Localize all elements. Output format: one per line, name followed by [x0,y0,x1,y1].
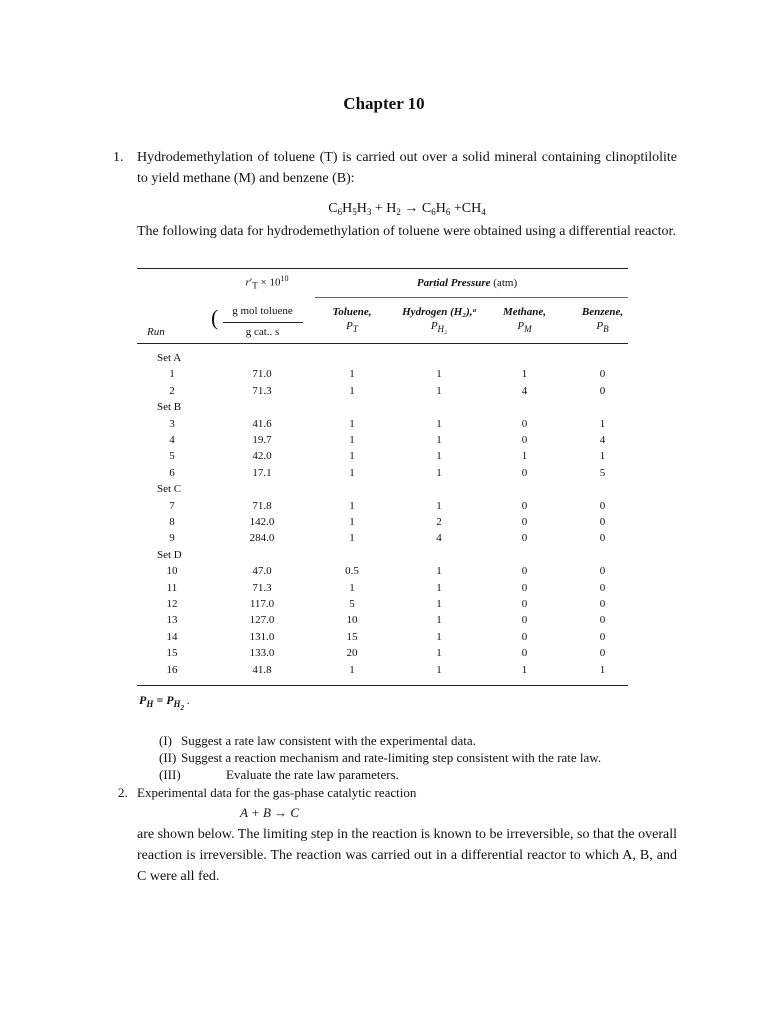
cell-rate: 47.0 [252,565,272,578]
cell-benzene: 1 [599,663,606,676]
cell-benzene: 0 [599,499,606,512]
cell-hydrogen: 1 [436,565,442,578]
cell-benzene: 1 [599,417,606,430]
cell-rate: 71.3 [252,581,272,594]
cell-run: 16 [166,663,178,676]
cell-rate: 131.0 [249,630,275,643]
col-toluene-header: Toluene, [332,306,372,318]
cell-run: 2 [169,384,175,397]
cell-benzene: 0 [599,581,606,594]
problem-1-text: Hydrodemethylation of toluene (T) is carried out over a solid mineral containing clinoptilolite to yield methane (M) and benzene (B): [137,150,677,186]
cell-methane: 0 [521,532,528,545]
cell-toluene: 1 [349,384,355,397]
cell-run: 8 [169,516,175,528]
rate-units-fraction-bar [223,322,303,323]
cell-run: 3 [169,417,175,430]
set-label: Set D [157,548,182,561]
cell-benzene: 0 [599,384,606,397]
rate-header: $r'_T \times 10^{10}$ [245,274,289,291]
cell-benzene: 0 [599,647,606,660]
col-hydrogen-header: Hydrogen (H₂),ᵃ [402,306,476,318]
table-footnote: $P_H = P_{H_2}$ . [139,693,191,712]
cell-benzene: 0 [599,532,606,545]
col-toluene-symbol: $P_T$ [346,320,358,334]
problem-2-text: are shown below. The limiting step in the reaction is known to be irreversible, so that the overall reaction is irreversible. The reaction was carried out in a differential reactor to which A, B, and C were all fed. [137,827,677,884]
cell-hydrogen: 1 [436,598,442,610]
cell-toluene: 10 [346,614,358,627]
task-2-number: (II) [159,750,177,765]
cell-hydrogen: 1 [436,630,442,643]
cell-run: 13 [166,614,178,627]
cell-benzene: 0 [599,368,606,381]
cell-methane: 1 [521,368,528,381]
cell-methane: 0 [521,614,528,627]
problem-2-reaction: A + B → C [240,805,300,820]
cell-toluene: 0.5 [345,565,359,578]
col-run-header: Run [147,326,165,338]
partial-pressure-rule [315,297,628,298]
cell-toluene: 20 [346,647,358,660]
rate-units-bottom: g cat.. s [245,326,280,338]
problem-1-intro: The following data for hydrodemethylation of toluene were obtained using a differential reactor. [137,224,676,239]
data-table [137,268,628,688]
cell-benzene: 0 [599,565,606,578]
cell-benzene: 0 [599,598,606,610]
problem-2-intro: Experimental data for the gas-phase catalytic reaction [137,785,417,800]
cell-run: 9 [169,532,175,545]
cell-toluene: 1 [349,466,355,479]
cell-benzene: 0 [599,630,606,643]
cell-toluene: 1 [349,434,355,446]
cell-rate: 41.8 [252,663,272,676]
header-bottom-rule [137,343,628,344]
cell-methane: 0 [521,417,528,430]
cell-hydrogen: 1 [436,499,442,512]
cell-hydrogen: 1 [436,581,442,594]
cell-hydrogen: 1 [436,647,442,660]
cell-methane: 0 [521,565,528,578]
cell-hydrogen: 1 [436,368,442,381]
set-label: Set B [157,401,182,414]
cell-rate: 71.8 [252,499,272,512]
cell-hydrogen: 4 [436,532,442,545]
cell-hydrogen: 2 [436,516,442,528]
cell-toluene: 1 [349,663,355,676]
cell-rate: 117.0 [249,598,275,610]
cell-methane: 1 [521,663,528,676]
cell-toluene: 1 [349,368,355,381]
task-3-number: (III) [159,767,181,782]
table-top-rule [137,268,628,269]
cell-run: 4 [169,434,175,446]
cell-hydrogen: 1 [436,384,442,397]
cell-methane: 0 [521,581,528,594]
cell-benzene: 5 [599,466,606,479]
cell-rate: 127.0 [249,614,275,627]
cell-toluene: 15 [346,630,358,643]
cell-toluene: 1 [349,581,355,594]
cell-run: 10 [166,565,178,578]
set-label: Set C [157,483,182,496]
col-benzene-symbol: $P_B$ [596,320,609,334]
cell-run: 11 [166,581,178,594]
cell-rate: 284.0 [249,532,275,545]
cell-hydrogen: 1 [436,434,442,446]
cell-run: 6 [169,466,175,479]
task-2-text: Suggest a reaction mechanism and rate-limiting step consistent with the rate law. [181,750,602,765]
cell-run: 1 [169,368,175,381]
cell-methane: 0 [521,499,528,512]
cell-rate: 71.0 [252,368,272,381]
cell-hydrogen: 1 [436,417,442,430]
cell-run: 12 [166,598,178,610]
task-1-text: Suggest a rate law consistent with the experimental data. [181,733,476,748]
cell-methane: 0 [521,598,528,610]
reaction-equation: $C_6H_5H_3 + H_2 \to C_6H_6 +CH_4$ [328,201,486,217]
cell-methane: 1 [521,450,528,463]
task-1-number: (I) [159,733,172,748]
cell-rate: 142.0 [249,516,275,528]
cell-rate: 41.6 [252,417,272,430]
cell-rate: 71.3 [252,384,272,397]
cell-hydrogen: 1 [436,450,442,463]
rate-units-top: g mol toluene [232,305,293,317]
cell-run: 7 [169,499,175,512]
cell-benzene: 4 [599,434,606,446]
cell-methane: 0 [521,434,528,446]
cell-run: 5 [169,450,175,463]
cell-rate: 133.0 [249,647,275,660]
cell-rate: 17.1 [252,466,272,479]
cell-toluene: 5 [349,598,355,610]
partial-pressure-header: Partial Pressure (atm) [416,277,518,289]
cell-hydrogen: 1 [436,614,442,627]
cell-methane: 0 [521,516,528,528]
set-label: Set A [157,352,182,364]
cell-rate: 19.7 [252,434,272,446]
cell-toluene: 1 [349,450,355,463]
cell-benzene: 0 [599,516,606,528]
cell-methane: 0 [521,630,528,643]
col-hydrogen-symbol: $P_{H_2}$ [430,320,448,334]
cell-methane: 0 [521,466,528,479]
cell-toluene: 1 [349,499,355,512]
cell-run: 15 [166,647,178,660]
cell-benzene: 0 [599,614,606,627]
cell-hydrogen: 1 [436,663,442,676]
cell-hydrogen: 1 [436,466,442,479]
cell-rate: 42.0 [252,450,272,463]
chapter-title: Chapter 10 [343,94,425,113]
col-methane-header: Methane, [502,306,547,318]
table-bottom-rule [137,685,628,686]
rate-units-left-paren: ( [211,305,219,330]
col-methane-symbol: $P_M$ [517,320,532,334]
cell-methane: 4 [521,384,528,397]
col-benzene-header: Benzene, [581,306,624,318]
cell-methane: 0 [521,647,528,660]
cell-toluene: 1 [349,516,355,528]
cell-toluene: 1 [349,417,355,430]
task-3-text: Evaluate the rate law parameters. [226,767,399,782]
problem-1-number: 1. [113,150,124,165]
cell-benzene: 1 [599,450,606,463]
problem-2-number: 2. [118,785,128,800]
cell-run: 14 [166,630,178,643]
cell-toluene: 1 [349,532,355,545]
